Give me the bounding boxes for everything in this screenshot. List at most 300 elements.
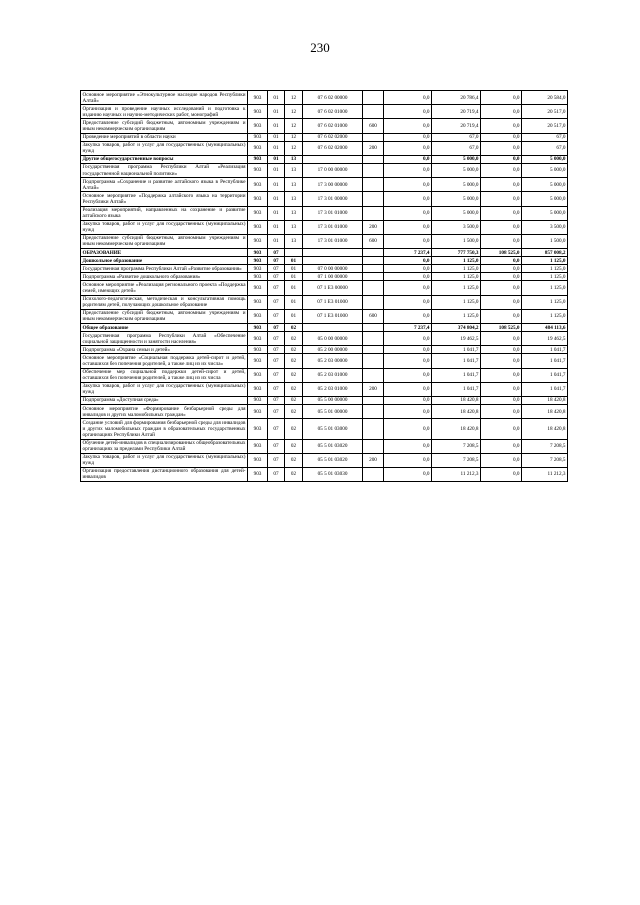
cell-expense — [363, 265, 384, 273]
cell-name: Предоставление субсидий бюджетным, автономным учреждениям и иным некоммерческим организациям — [82, 310, 246, 323]
cell-target: 05 5 01 00000 — [303, 405, 363, 419]
cell-admin: 903 — [248, 324, 268, 332]
cell-admin: 903 — [248, 332, 268, 346]
cell-section: 07 — [268, 295, 285, 309]
cell-section: 01 — [268, 141, 285, 155]
cell-expense — [363, 295, 384, 309]
cell-name: Основное мероприятие «Реализация регионального проекта «Поддержка семей, имеющих детей» — [82, 281, 246, 295]
cell-v2: 20 719,4 — [432, 119, 481, 133]
cell-v1: 0,0 — [384, 439, 432, 453]
cell-v3: 0,0 — [481, 206, 522, 220]
cell-v2: 1 125,0 — [432, 273, 481, 281]
cell-name: Дошкольное образование — [81, 257, 248, 265]
cell-subsection: 01 — [285, 265, 303, 273]
table-row — [81, 309, 568, 323]
cell-v2: 1 125,0 — [432, 257, 481, 265]
cell-expense — [363, 273, 384, 281]
cell-v1: 0,0 — [384, 206, 432, 220]
cell-v2: 1 125,0 — [432, 281, 481, 295]
cell-subsection: 02 — [285, 439, 303, 453]
table-row — [81, 220, 568, 234]
cell-expense — [363, 257, 384, 265]
cell-target: 07 6 02 01000 — [303, 119, 363, 133]
cell-name: Государственная программа Республики Алтай «Развитие образования» — [81, 265, 248, 273]
cell-v3: 0,0 — [481, 439, 522, 453]
cell-target: 07 6 02 00000 — [303, 91, 363, 105]
cell-v1: 0,0 — [384, 419, 432, 439]
cell-expense — [363, 439, 384, 453]
table-row — [81, 295, 568, 309]
cell-admin: 903 — [248, 309, 268, 323]
table-row — [81, 396, 568, 404]
cell-v4: 3 500,0 — [522, 220, 568, 234]
cell-section: 07 — [268, 354, 285, 368]
cell-target: 05 5 01 03030 — [303, 467, 363, 481]
cell-section: 01 — [268, 105, 285, 119]
cell-admin: 903 — [248, 382, 268, 396]
cell-admin: 903 — [248, 419, 268, 439]
cell-v4: 5 000,0 — [522, 155, 568, 163]
cell-v2: 18 420,8 — [432, 396, 481, 404]
cell-expense — [363, 178, 384, 192]
cell-v2: 5 000,0 — [432, 178, 481, 192]
table-row — [81, 155, 568, 163]
cell-admin: 903 — [248, 265, 268, 273]
cell-v4: 19 462,5 — [522, 332, 568, 346]
cell-expense — [363, 324, 384, 332]
cell-v4: 1 041,7 — [522, 368, 568, 382]
cell-v4: 67,0 — [522, 133, 568, 141]
cell-target: 05 5 00 00000 — [303, 396, 363, 404]
cell-name: Закупка товаров, работ и услуг для государственных (муниципальных) нужд — [82, 383, 246, 396]
cell-admin: 903 — [248, 220, 268, 234]
cell-admin: 903 — [248, 178, 268, 192]
cell-v1: 0,0 — [384, 220, 432, 234]
cell-expense — [363, 155, 384, 163]
cell-v3: 0,0 — [481, 141, 522, 155]
cell-section: 07 — [268, 346, 285, 354]
cell-name: Государственная программа Республики Алтай «Обеспечение социальной защищенности и занятости населения» — [82, 332, 246, 345]
cell-v2: 1 500,0 — [432, 234, 481, 248]
cell-name: Предоставление субсидий бюджетным, автономным учреждениям и иным некоммерческим организациям — [82, 119, 246, 132]
cell-admin: 903 — [248, 192, 268, 206]
cell-v4: 7 208,5 — [522, 439, 568, 453]
cell-v1: 0,0 — [384, 234, 432, 248]
cell-v4: 18 420,8 — [522, 405, 568, 419]
cell-target: 07 6 02 01000 — [303, 105, 363, 119]
cell-v3: 0,0 — [481, 368, 522, 382]
cell-v2: 1 125,0 — [432, 265, 481, 273]
cell-subsection: 02 — [285, 346, 303, 354]
cell-v1: 0,0 — [384, 257, 432, 265]
cell-v3: 0,0 — [481, 281, 522, 295]
cell-v1: 0,0 — [384, 265, 432, 273]
cell-section: 01 — [268, 91, 285, 105]
table-row — [81, 234, 568, 248]
cell-admin: 903 — [248, 206, 268, 220]
cell-expense: 200 — [363, 220, 384, 234]
cell-section: 07 — [268, 332, 285, 346]
cell-v1: 0,0 — [384, 354, 432, 368]
cell-v2: 777 750,3 — [432, 249, 481, 257]
cell-admin: 903 — [248, 295, 268, 309]
cell-v4: 5 000,0 — [522, 206, 568, 220]
cell-name: Основное мероприятие «Социальная поддержка детей-сирот и детей, оставшихся без попечения родителей, а также лиц из их числа» — [82, 354, 246, 367]
cell-expense — [363, 419, 384, 439]
cell-target: 05 5 01 03000 — [303, 419, 363, 439]
table-row — [81, 163, 568, 177]
cell-v3: 0,0 — [481, 163, 522, 177]
cell-v3: 0,0 — [481, 453, 522, 467]
cell-v3: 0,0 — [481, 346, 522, 354]
cell-v4: 1 041,7 — [522, 346, 568, 354]
cell-section: 07 — [268, 396, 285, 404]
cell-subsection: 01 — [285, 273, 303, 281]
cell-subsection: 01 — [285, 309, 303, 323]
cell-v2: 374 804,2 — [432, 324, 481, 332]
cell-admin: 903 — [248, 119, 268, 133]
cell-expense — [363, 346, 384, 354]
cell-target — [303, 155, 363, 163]
cell-v1: 0,0 — [384, 133, 432, 141]
cell-v1: 0,0 — [384, 141, 432, 155]
cell-v3: 108 525,0 — [481, 249, 522, 257]
cell-expense — [363, 354, 384, 368]
cell-v1: 0,0 — [384, 281, 432, 295]
cell-name: Закупка товаров, работ и услуг для государственных (муниципальных) нужд — [82, 454, 246, 467]
cell-name: Организация и проведение научных исследований и подготовка к изданию научных и научно-методических работ, монографий — [82, 105, 246, 118]
cell-admin: 903 — [248, 105, 268, 119]
cell-v2: 5 000,0 — [432, 192, 481, 206]
cell-admin: 903 — [248, 273, 268, 281]
cell-section: 07 — [268, 368, 285, 382]
cell-subsection: 13 — [285, 155, 303, 163]
cell-subsection: 02 — [285, 368, 303, 382]
cell-subsection: 12 — [285, 141, 303, 155]
cell-v2: 3 500,0 — [432, 220, 481, 234]
table-row — [81, 105, 568, 119]
cell-target: 17 3 01 00000 — [303, 192, 363, 206]
cell-target: 05 2 00 00000 — [303, 346, 363, 354]
table-row — [81, 91, 568, 105]
cell-name: Проведение мероприятий в области науки — [81, 133, 248, 141]
cell-name: Закупка товаров, работ и услуг для государственных (муниципальных) нужд — [82, 142, 246, 155]
cell-v4: 18 420,8 — [522, 396, 568, 404]
cell-v3: 0,0 — [481, 119, 522, 133]
cell-name: Основное мероприятие «Поддержка алтайского языка на территории Республики Алтай» — [82, 192, 246, 205]
cell-v1: 0,0 — [384, 178, 432, 192]
cell-subsection: 12 — [285, 91, 303, 105]
cell-section: 07 — [268, 439, 285, 453]
cell-admin: 903 — [248, 249, 268, 257]
cell-section: 01 — [268, 119, 285, 133]
table-row — [81, 346, 568, 354]
table-row — [81, 467, 568, 481]
cell-v3: 0,0 — [481, 382, 522, 396]
table-row — [81, 257, 568, 265]
cell-section: 01 — [268, 133, 285, 141]
cell-v4: 1 125,0 — [522, 309, 568, 323]
cell-admin: 903 — [248, 141, 268, 155]
cell-v2: 19 462,5 — [432, 332, 481, 346]
cell-name: Реализация мероприятий, направленных на сохранение и развитие алтайского языка — [82, 207, 246, 220]
table-row — [81, 281, 568, 295]
cell-v1: 0,0 — [384, 346, 432, 354]
cell-v2: 11 212,3 — [432, 467, 481, 481]
cell-v3: 0,0 — [481, 155, 522, 163]
cell-admin: 903 — [248, 439, 268, 453]
cell-admin: 903 — [248, 467, 268, 481]
cell-target: 07 1 E3 00000 — [303, 281, 363, 295]
cell-v3: 0,0 — [481, 220, 522, 234]
cell-v3: 0,0 — [481, 419, 522, 439]
cell-v2: 1 125,0 — [432, 309, 481, 323]
cell-v3: 0,0 — [481, 257, 522, 265]
cell-name: Закупка товаров, работ и услуг для государственных (муниципальных) нужд — [82, 221, 246, 234]
cell-admin: 903 — [248, 234, 268, 248]
cell-expense: 200 — [363, 382, 384, 396]
table-row — [81, 141, 568, 155]
cell-v4: 20 517,0 — [522, 105, 568, 119]
cell-v3: 0,0 — [481, 192, 522, 206]
cell-v2: 20 719,4 — [432, 105, 481, 119]
cell-target: 07 1 E3 01000 — [303, 295, 363, 309]
cell-section: 07 — [268, 453, 285, 467]
cell-v3: 0,0 — [481, 265, 522, 273]
cell-section: 07 — [268, 309, 285, 323]
table-row — [81, 332, 568, 346]
table-row — [81, 419, 568, 439]
cell-v1: 0,0 — [384, 119, 432, 133]
cell-name: Общее образование — [81, 324, 248, 332]
cell-target: 17 3 01 01000 — [303, 206, 363, 220]
cell-subsection: 02 — [285, 332, 303, 346]
cell-v4: 1 125,0 — [522, 295, 568, 309]
table-row — [81, 119, 568, 133]
cell-name: Обучение детей-инвалидов в специализированных общеобразовательных организациях за пределами Республики Алтай — [82, 440, 246, 453]
cell-v4: 1 125,0 — [522, 257, 568, 265]
cell-expense — [363, 105, 384, 119]
cell-v2: 20 786,4 — [432, 91, 481, 105]
cell-name: Подпрограмма «Сохранение и развитие алтайского языка в Республике Алтай» — [82, 178, 246, 191]
table-row — [81, 178, 568, 192]
cell-subsection: 02 — [285, 419, 303, 439]
cell-name: Предоставление субсидий бюджетным, автономным учреждениям и иным некоммерческим организациям — [82, 235, 246, 248]
cell-admin: 903 — [248, 368, 268, 382]
cell-v2: 1 041,7 — [432, 382, 481, 396]
cell-v3: 0,0 — [481, 295, 522, 309]
cell-target: 07 6 02 02000 — [303, 133, 363, 141]
cell-v4: 20 584,0 — [522, 91, 568, 105]
cell-v1: 0,0 — [384, 467, 432, 481]
cell-section: 01 — [268, 234, 285, 248]
cell-v3: 0,0 — [481, 91, 522, 105]
cell-v2: 1 041,7 — [432, 354, 481, 368]
cell-v4: 1 125,0 — [522, 281, 568, 295]
cell-admin: 903 — [248, 354, 268, 368]
table-row — [81, 439, 568, 453]
cell-section: 01 — [268, 163, 285, 177]
cell-v1: 0,0 — [384, 155, 432, 163]
cell-v1: 0,0 — [384, 396, 432, 404]
cell-v4: 5 000,0 — [522, 178, 568, 192]
cell-target: 17 3 01 01000 — [303, 234, 363, 248]
cell-expense — [363, 91, 384, 105]
table-row — [81, 133, 568, 141]
cell-v1: 0,0 — [384, 273, 432, 281]
cell-expense — [363, 133, 384, 141]
cell-v4: 18 420,8 — [522, 419, 568, 439]
cell-v1: 0,0 — [384, 163, 432, 177]
cell-v4: 67,0 — [522, 141, 568, 155]
cell-v1: 0,0 — [384, 453, 432, 467]
cell-expense — [363, 396, 384, 404]
cell-v3: 0,0 — [481, 105, 522, 119]
cell-v3: 0,0 — [481, 309, 522, 323]
cell-expense: 600 — [363, 234, 384, 248]
cell-target: 07 1 00 00000 — [303, 273, 363, 281]
cell-v3: 0,0 — [481, 273, 522, 281]
cell-v4: 11 212,3 — [522, 467, 568, 481]
cell-expense: 600 — [363, 309, 384, 323]
cell-expense — [363, 467, 384, 481]
cell-v3: 0,0 — [481, 234, 522, 248]
cell-subsection: 13 — [285, 192, 303, 206]
cell-section: 07 — [268, 405, 285, 419]
cell-admin: 903 — [248, 133, 268, 141]
cell-v3: 0,0 — [481, 396, 522, 404]
cell-name: Государственная программа Республики Алтай «Реализация государственной национальной политики» — [82, 164, 246, 177]
cell-v4: 1 041,7 — [522, 382, 568, 396]
cell-section: 01 — [268, 206, 285, 220]
cell-v2: 18 420,8 — [432, 405, 481, 419]
cell-v4: 1 500,0 — [522, 234, 568, 248]
cell-subsection: 12 — [285, 119, 303, 133]
cell-v3: 108 525,0 — [481, 324, 522, 332]
table-row — [81, 368, 568, 382]
cell-name: Другие общегосударственные вопросы — [81, 155, 248, 163]
cell-subsection: 02 — [285, 354, 303, 368]
table-row — [81, 206, 568, 220]
cell-section: 01 — [268, 220, 285, 234]
cell-subsection: 01 — [285, 281, 303, 295]
cell-subsection: 02 — [285, 453, 303, 467]
cell-v1: 0,0 — [384, 91, 432, 105]
cell-expense — [363, 249, 384, 257]
cell-expense: 200 — [363, 453, 384, 467]
cell-name: Создание условий для формирования безбарьерной среды для инвалидов и других маломобильных граждан в образовательных государственных организациях Республики Алтай — [82, 419, 246, 438]
cell-v4: 857 008,2 — [522, 249, 568, 257]
cell-name: Подпрограмма «Доступная среда» — [81, 396, 248, 404]
cell-expense — [363, 332, 384, 346]
cell-target: 17 3 00 00000 — [303, 178, 363, 192]
cell-name: Основное мероприятие «Этнокультурное наследие народов Республики Алтай» — [82, 91, 246, 104]
cell-v2: 67,0 — [432, 133, 481, 141]
cell-v2: 5 000,0 — [432, 155, 481, 163]
cell-v3: 0,0 — [481, 332, 522, 346]
cell-admin: 903 — [248, 396, 268, 404]
cell-subsection: 13 — [285, 178, 303, 192]
cell-section: 07 — [268, 281, 285, 295]
cell-name: Обеспечение мер социальной поддержки детей-сирот и детей, оставшихся без попечения родителей, а также лиц из их числа — [82, 369, 246, 382]
cell-subsection: 12 — [285, 133, 303, 141]
cell-section: 07 — [268, 419, 285, 439]
cell-v2: 1 041,7 — [432, 346, 481, 354]
cell-name: Подпрограмма «Охрана семьи и детей» — [81, 346, 248, 354]
cell-admin: 903 — [248, 281, 268, 295]
cell-admin: 903 — [248, 155, 268, 163]
cell-expense — [363, 405, 384, 419]
cell-v1: 0,0 — [384, 295, 432, 309]
cell-target: 05 5 01 03020 — [303, 453, 363, 467]
cell-v1: 0,0 — [384, 309, 432, 323]
cell-v3: 0,0 — [481, 354, 522, 368]
cell-section: 07 — [268, 257, 285, 265]
cell-v3: 0,0 — [481, 133, 522, 141]
cell-section: 07 — [268, 467, 285, 481]
cell-target: 07 0 00 00000 — [303, 265, 363, 273]
cell-target — [303, 257, 363, 265]
cell-v4: 5 000,0 — [522, 192, 568, 206]
cell-v4: 484 113,6 — [522, 324, 568, 332]
cell-subsection: 02 — [285, 467, 303, 481]
cell-subsection: 02 — [285, 382, 303, 396]
cell-section: 07 — [268, 265, 285, 273]
cell-section: 07 — [268, 249, 285, 257]
cell-section: 01 — [268, 178, 285, 192]
cell-v1: 0,0 — [384, 368, 432, 382]
table-row — [81, 249, 568, 257]
cell-subsection: 13 — [285, 234, 303, 248]
cell-section: 01 — [268, 155, 285, 163]
cell-expense — [363, 192, 384, 206]
cell-v2: 18 420,8 — [432, 419, 481, 439]
cell-subsection: 13 — [285, 220, 303, 234]
cell-admin: 903 — [248, 91, 268, 105]
page-number: 230 — [310, 40, 330, 55]
table-row — [81, 405, 568, 419]
cell-admin: 903 — [248, 346, 268, 354]
cell-section: 01 — [268, 192, 285, 206]
cell-subsection — [285, 249, 303, 257]
cell-v4: 1 041,7 — [522, 354, 568, 368]
cell-v2: 1 041,7 — [432, 368, 481, 382]
cell-v1: 0,0 — [384, 105, 432, 119]
cell-section: 07 — [268, 273, 285, 281]
cell-name: Подпрограмма «Развитие дошкольного образования» — [81, 273, 248, 281]
cell-target: 17 0 00 00000 — [303, 163, 363, 177]
cell-section: 07 — [268, 324, 285, 332]
cell-v4: 1 125,0 — [522, 273, 568, 281]
cell-target — [303, 324, 363, 332]
table-row — [81, 192, 568, 206]
cell-admin: 903 — [248, 257, 268, 265]
cell-v2: 5 000,0 — [432, 163, 481, 177]
cell-target: 05 2 03 01000 — [303, 382, 363, 396]
cell-expense — [363, 368, 384, 382]
table-row — [81, 453, 568, 467]
cell-v1: 0,0 — [384, 192, 432, 206]
cell-target: 17 3 01 01000 — [303, 220, 363, 234]
cell-v4: 20 517,0 — [522, 119, 568, 133]
table-row — [81, 273, 568, 281]
budget-table — [80, 90, 568, 482]
cell-target: 05 2 03 00000 — [303, 354, 363, 368]
cell-subsection: 02 — [285, 324, 303, 332]
cell-target: 05 0 00 00000 — [303, 332, 363, 346]
cell-name: Основное мероприятие «Формирование безбарьерной среды для инвалидов и других маломобильных граждан» — [82, 405, 246, 418]
table-row — [81, 382, 568, 396]
